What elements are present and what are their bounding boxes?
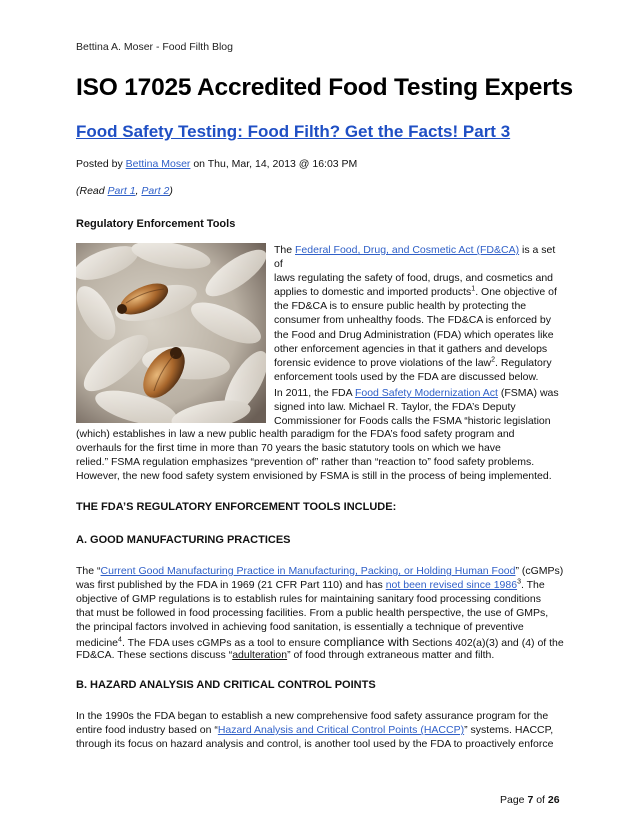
text: medicine bbox=[76, 637, 119, 649]
part-1-link[interactable]: Part 1 bbox=[107, 185, 136, 197]
page-number bbox=[500, 794, 560, 806]
text-line: laws regulating the safety of food, drugs, and cosmetics and bbox=[274, 272, 553, 285]
gmp-line-2 bbox=[76, 579, 545, 591]
footnote-3[interactable]: 3 bbox=[517, 578, 521, 586]
text-line: the principal factors involved in achieving food sanitation, is essentially a technique of preventive bbox=[76, 621, 524, 633]
text-line: relied.” FSMA regulation emphasizes “prevention of” rather than “reaction to” food safety problems. bbox=[76, 456, 535, 468]
not-revised-link[interactable]: not been revised since 1986 bbox=[385, 579, 518, 591]
text-line: that must be followed in food processing facilities. From a public health perspective, the use of GMPs, bbox=[76, 607, 549, 619]
posted-by-label: Posted by bbox=[76, 158, 126, 170]
text-line: signed into law. Michael R. Taylor, the FDA’s Deputy bbox=[274, 401, 516, 414]
text: FD&CA. These sections discuss “ bbox=[76, 649, 233, 661]
text: entire food industry based on “ bbox=[76, 724, 218, 736]
text: . The FDA uses cGMPs as a tool to ensure bbox=[121, 637, 324, 649]
text: ” of food through extraneous matter and filth. bbox=[287, 649, 495, 661]
posted-date: on Thu, Mar, 14, 2013 @ 16:03 PM bbox=[190, 158, 358, 170]
read-sep: , bbox=[135, 185, 142, 197]
paragraph-fsma-top bbox=[274, 386, 564, 428]
text-line: However, the new food safety system envisioned by FSMA is still in the process of being implemented. bbox=[76, 470, 552, 482]
gmp-line-6 bbox=[76, 635, 564, 649]
read-previous bbox=[76, 185, 173, 197]
text: compliance with bbox=[323, 635, 410, 649]
text: ” systems. HACCP, bbox=[464, 724, 554, 736]
text-line: through its focus on hazard analysis and control, is another tool used by the FDA to proactively enforce bbox=[76, 738, 554, 750]
text: The “ bbox=[76, 565, 101, 577]
gmp-line-7 bbox=[76, 649, 494, 661]
gmp-line-1 bbox=[76, 565, 563, 577]
text: . The bbox=[520, 579, 545, 591]
section-heading-haccp: B. HAZARD ANALYSIS AND CRITICAL CONTROL POINTS bbox=[76, 679, 376, 691]
post-meta bbox=[76, 158, 357, 170]
paragraph-fdca bbox=[274, 243, 564, 384]
text-line: Commissioner for Foods calls the FSMA “historic legislation bbox=[274, 415, 551, 428]
total-pages: 26 bbox=[547, 794, 560, 806]
text: forensic evidence to prove violations of the law bbox=[274, 356, 492, 369]
text-line: (which) establishes in law a new public health paradigm for the FDA’s food safety program and bbox=[76, 428, 515, 440]
text-line: consumer from unhealthy foods. The FD&CA is enforced by bbox=[274, 314, 552, 327]
page-title: ISO 17025 Accredited Food Testing Experts bbox=[76, 74, 573, 101]
footnote-4[interactable]: 4 bbox=[118, 636, 122, 644]
text: . Regulatory bbox=[495, 356, 552, 369]
text-line: the Food and Drug Administration (FDA) which operates like bbox=[274, 328, 554, 341]
text-line: objective of GMP regulations is to establish rules for maintaining sanitary food processing conditions bbox=[76, 593, 541, 605]
larvae-on-rice-photo bbox=[76, 243, 266, 423]
footnote-1[interactable]: 1 bbox=[471, 285, 476, 293]
text-line: overhauls for the first time in more than 70 years the basic statutory tools on which we have bbox=[76, 442, 501, 454]
text-line: other enforcement agencies in that it gathers and develops bbox=[274, 342, 548, 355]
text: Sections 402(a)(3) and (4) of the bbox=[409, 637, 564, 649]
text: (FSMA) was bbox=[497, 387, 559, 399]
read-close: ) bbox=[169, 185, 173, 197]
tools-heading: THE FDA’S REGULATORY ENFORCEMENT TOOLS INCLUDE: bbox=[76, 501, 397, 513]
text: In 2011, the FDA bbox=[274, 387, 355, 399]
text-line: enforcement tools used by the FDA are discussed below. bbox=[274, 370, 539, 383]
text: . One objective of bbox=[475, 286, 557, 299]
text: applies to domestic and imported products bbox=[274, 286, 472, 299]
cgmp-link[interactable]: Current Good Manufacturing Practice in Manufacturing, Packing, or Holding Human Food bbox=[100, 565, 516, 577]
footnote-2[interactable]: 2 bbox=[491, 356, 496, 364]
text-line: the FD&CA is to ensure public health by protecting the bbox=[274, 300, 527, 313]
current-page: 7 bbox=[527, 794, 534, 806]
fdca-link[interactable]: Federal Food, Drug, and Cosmetic Act (FD&CA) bbox=[295, 244, 520, 256]
part-2-link[interactable]: Part 2 bbox=[141, 185, 170, 197]
text: The bbox=[274, 244, 296, 256]
text: ” (cGMPs) bbox=[515, 565, 564, 577]
text-line: In the 1990s the FDA began to establish a new comprehensive food safety assurance program for the bbox=[76, 710, 549, 722]
text: of bbox=[533, 794, 548, 806]
section-heading-regulatory: Regulatory Enforcement Tools bbox=[76, 218, 236, 230]
text: Page bbox=[500, 794, 528, 806]
text: is a set of bbox=[274, 244, 556, 271]
read-open: (Read bbox=[76, 185, 108, 197]
running-header: Bettina A. Moser - Food Filth Blog bbox=[76, 41, 233, 53]
haccp-link[interactable]: Hazard Analysis and Critical Control Points (HACCP) bbox=[217, 724, 465, 736]
text: was first published by the FDA in 1969 (21 CFR Part 110) and has bbox=[76, 579, 386, 591]
fsma-link[interactable]: Food Safety Modernization Act bbox=[354, 387, 498, 399]
post-title-link[interactable]: Food Safety Testing: Food Filth? Get the Facts! Part 3 bbox=[76, 122, 511, 141]
haccp-line-2 bbox=[76, 724, 553, 736]
adulteration-term: adulteration bbox=[232, 649, 288, 661]
section-heading-gmp: A. GOOD MANUFACTURING PRACTICES bbox=[76, 534, 291, 546]
author-link[interactable]: Bettina Moser bbox=[125, 158, 191, 170]
